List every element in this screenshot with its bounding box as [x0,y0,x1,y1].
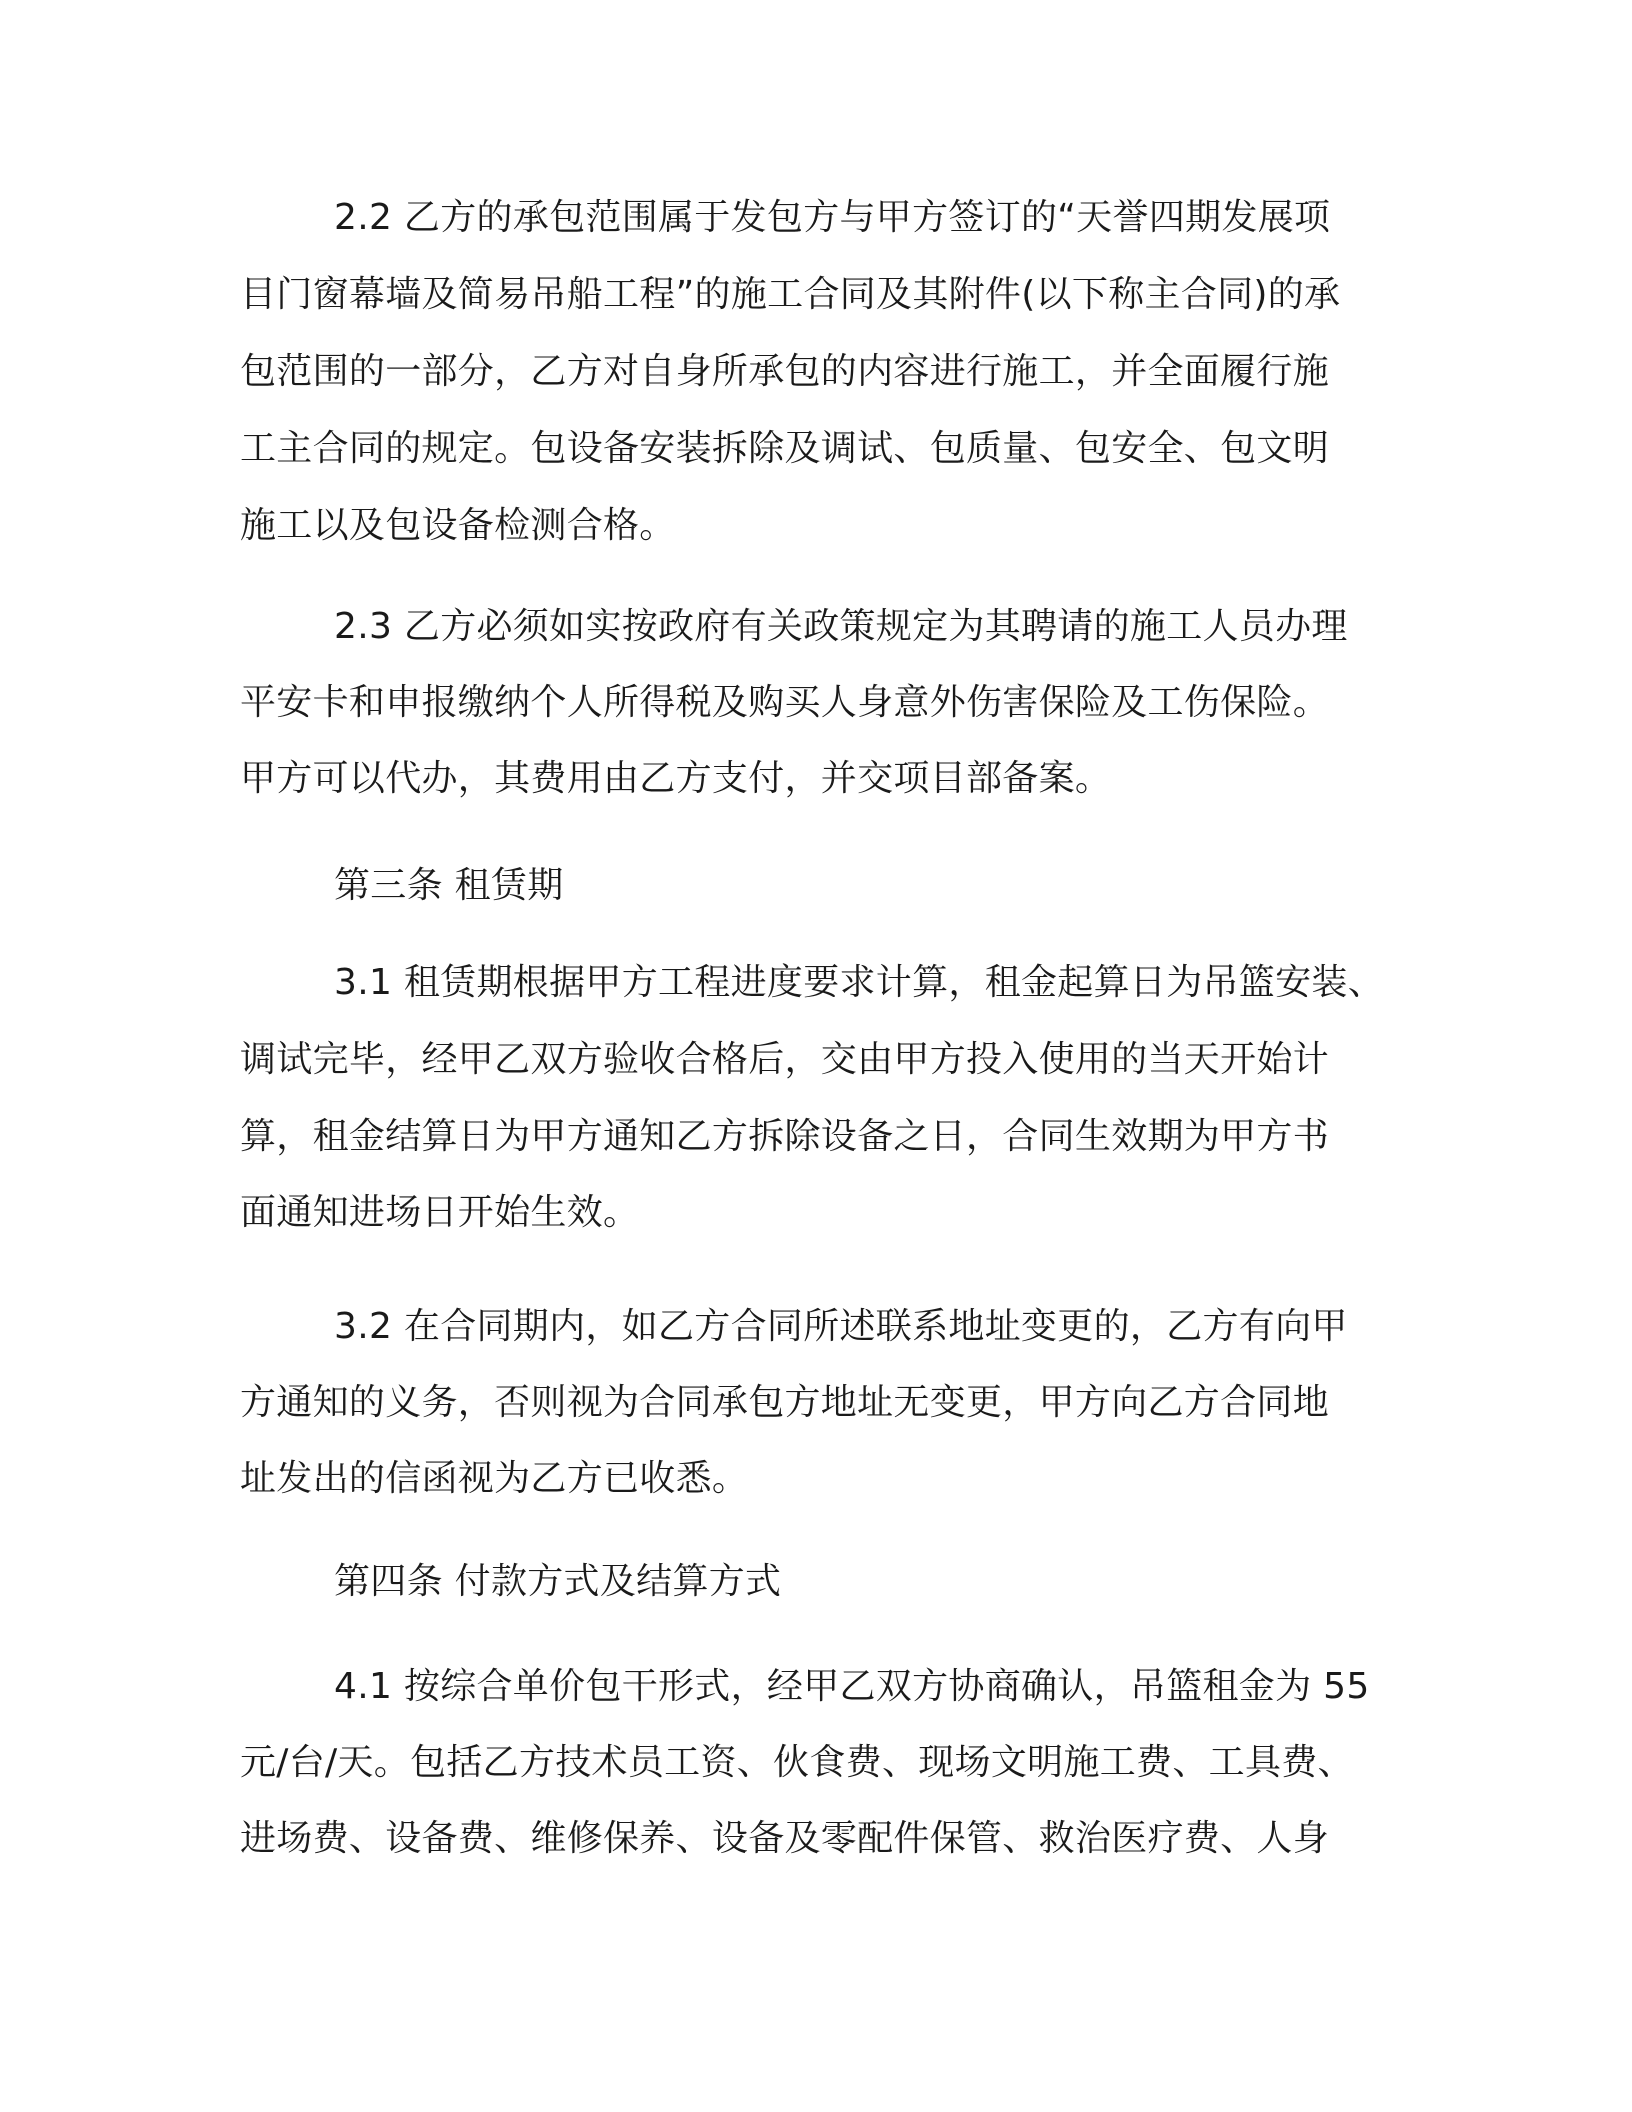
clause-3-1-line-3: 算，租金结算日为甲方通知乙方拆除设备之日，合同生效期为甲方书 [240,1116,1330,1157]
clause-2-3-line-2: 平安卡和申报缴纳个人所得税及购买人身意外伤害保险及工伤保险。 [240,682,1330,723]
clause-2-2-line-5: 施工以及包设备检测合格。 [240,505,676,546]
article-3-heading: 第三条 租赁期 [334,865,564,906]
article-4-heading: 第四条 付款方式及结算方式 [334,1561,782,1602]
clause-2-2-line-3: 包范围的一部分，乙方对自身所承包的内容进行施工，并全面履行施 [240,351,1330,392]
clause-2-2-line-4: 工主合同的规定。包设备安装拆除及调试、包质量、包安全、包文明 [240,428,1330,469]
clause-3-2-line-2: 方通知的义务，否则视为合同承包方地址无变更，甲方向乙方合同地 [240,1382,1330,1423]
clause-3-1-line-4: 面通知进场日开始生效。 [240,1192,640,1233]
clause-2-2-line-1: 2.2 乙方的承包范围属于发包方与甲方签订的“天誉四期发展项 [334,197,1331,238]
clause-4-1-line-2: 元/台/天。包括乙方技术员工资、伙食费、现场文明施工费、工具费、 [240,1742,1354,1783]
clause-2-2-line-2: 目门窗幕墙及简易吊船工程”的施工合同及其附件(以下称主合同)的承 [240,274,1341,315]
clause-4-1-line-3: 进场费、设备费、维修保养、设备及零配件保管、救治医疗费、人身 [240,1818,1330,1859]
clause-4-1-line-1: 4.1 按综合单价包干形式，经甲乙双方协商确认，吊篮租金为 55 [334,1666,1370,1707]
clause-3-2-line-3: 址发出的信函视为乙方已收悉。 [240,1458,749,1499]
clause-3-1-line-2: 调试完毕，经甲乙双方验收合格后，交由甲方投入使用的当天开始计 [240,1039,1330,1080]
clause-2-3-line-1: 2.3 乙方必须如实按政府有关政策规定为其聘请的施工人员办理 [334,606,1348,647]
clause-3-2-line-1: 3.2 在合同期内，如乙方合同所述联系地址变更的，乙方有向甲 [334,1306,1348,1347]
clause-3-1-line-1: 3.1 租赁期根据甲方工程进度要求计算，租金起算日为吊篮安装、 [334,962,1384,1003]
clause-2-3-line-3: 甲方可以代办，其费用由乙方支付，并交项目部备案。 [240,758,1112,799]
